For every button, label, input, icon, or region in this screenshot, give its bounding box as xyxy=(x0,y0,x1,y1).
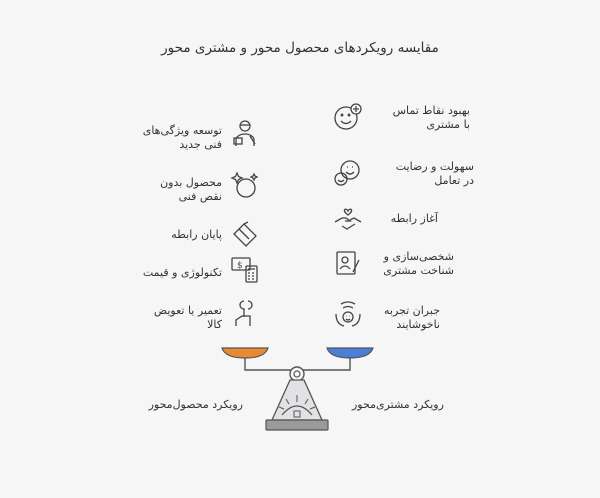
customer-item-1-label: بهبود نقاط تماس با مشتری xyxy=(392,104,470,131)
money-calculator-icon xyxy=(230,254,260,284)
caring-hands-icon xyxy=(333,298,363,328)
product-side-label: رویکرد محصول‌محور xyxy=(148,398,243,411)
engineer-icon xyxy=(230,118,260,148)
product-item-2-label: محصول بدون نقص فنی xyxy=(160,176,222,203)
handshake-heart-icon xyxy=(333,202,363,232)
svg-text:$: $ xyxy=(237,261,243,271)
scale-beam xyxy=(245,358,350,370)
customer-item-5-label: جبران تجربه ناخوشایند xyxy=(383,304,440,331)
sparkle-gem-icon xyxy=(230,170,260,200)
customer-pan xyxy=(327,348,373,358)
happy-faces-icon xyxy=(333,158,363,188)
pivot-ring xyxy=(290,367,304,381)
hand-shake-end-icon xyxy=(230,218,260,248)
product-item-1-label: توسعه ویژگی‌های فنی جدید xyxy=(142,124,222,151)
product-item-4-label: تکنولوژی و قیمت xyxy=(142,266,222,279)
product-item-5-label: تعمیر یا تعویض کالا xyxy=(153,304,222,331)
customer-item-3-label: آغاز رابطه xyxy=(390,212,438,225)
diagram-title: مقایسه رویکردهای محصول محور و مشتری محور xyxy=(161,40,439,56)
product-item-3-label: پایان رابطه xyxy=(171,228,222,241)
customer-item-4-label: شخصی‌سازی و شناخت مشتری xyxy=(383,250,454,277)
scale-stand xyxy=(272,380,322,420)
smiley-plus-icon xyxy=(333,102,363,132)
profile-card-icon xyxy=(333,248,363,278)
customer-side-label: رویکرد مشتری‌محور xyxy=(352,398,444,411)
scale-base xyxy=(266,420,328,430)
product-pan xyxy=(222,348,268,358)
customer-item-2-label: سهولت و رضایت در تعامل xyxy=(395,160,474,187)
wrench-hand-icon xyxy=(230,298,260,328)
